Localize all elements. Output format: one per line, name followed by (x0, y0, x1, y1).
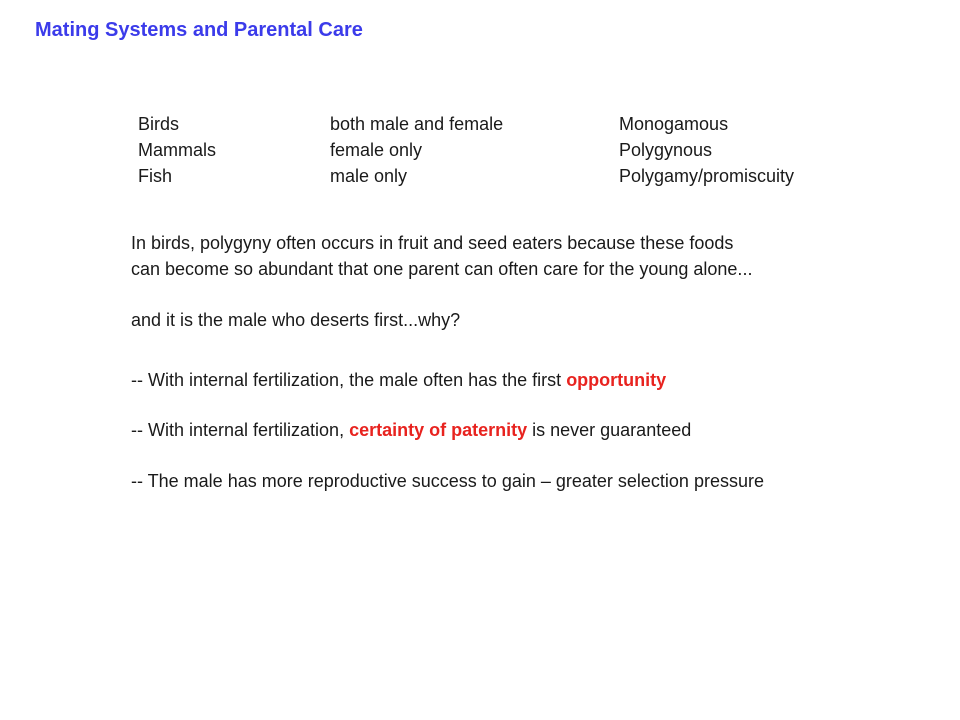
question-text: and it is the male who deserts first...why? (131, 310, 461, 330)
group-column (138, 111, 216, 189)
group-fish: Fish (138, 166, 173, 186)
reason-2 (131, 417, 691, 443)
reason-1-highlight: opportunity (566, 370, 667, 390)
slide-title: Mating Systems and Parental Care (35, 19, 363, 41)
care-both: both male and female (330, 114, 504, 134)
care-column (330, 111, 503, 189)
reason-2-text: -- With internal fertilization, (131, 420, 350, 440)
reason-2-tail: is never guaranteed (527, 420, 692, 440)
system-monogamous: Monogamous (619, 114, 729, 134)
group-birds: Birds (138, 114, 180, 134)
system-polygynous: Polygynous (619, 140, 713, 160)
paragraph-line-2: can become so abundant that one parent can often care for the young alone... (131, 259, 753, 279)
care-female: female only (330, 140, 423, 160)
system-polygamy: Polygamy/promiscuity (619, 166, 795, 186)
reason-3: -- The male has more reproductive success to gain – greater selection pressure (131, 471, 764, 491)
reason-2-highlight: certainty of paternity (349, 420, 528, 440)
care-male: male only (330, 166, 408, 186)
paragraph-line-1: In birds, polygyny often occurs in fruit and seed eaters because these foods (131, 233, 734, 253)
reason-1-text: -- With internal fertilization, the male often has the first (131, 370, 567, 390)
system-column (619, 111, 794, 189)
reason-1 (131, 367, 666, 393)
group-mammals: Mammals (138, 140, 217, 160)
